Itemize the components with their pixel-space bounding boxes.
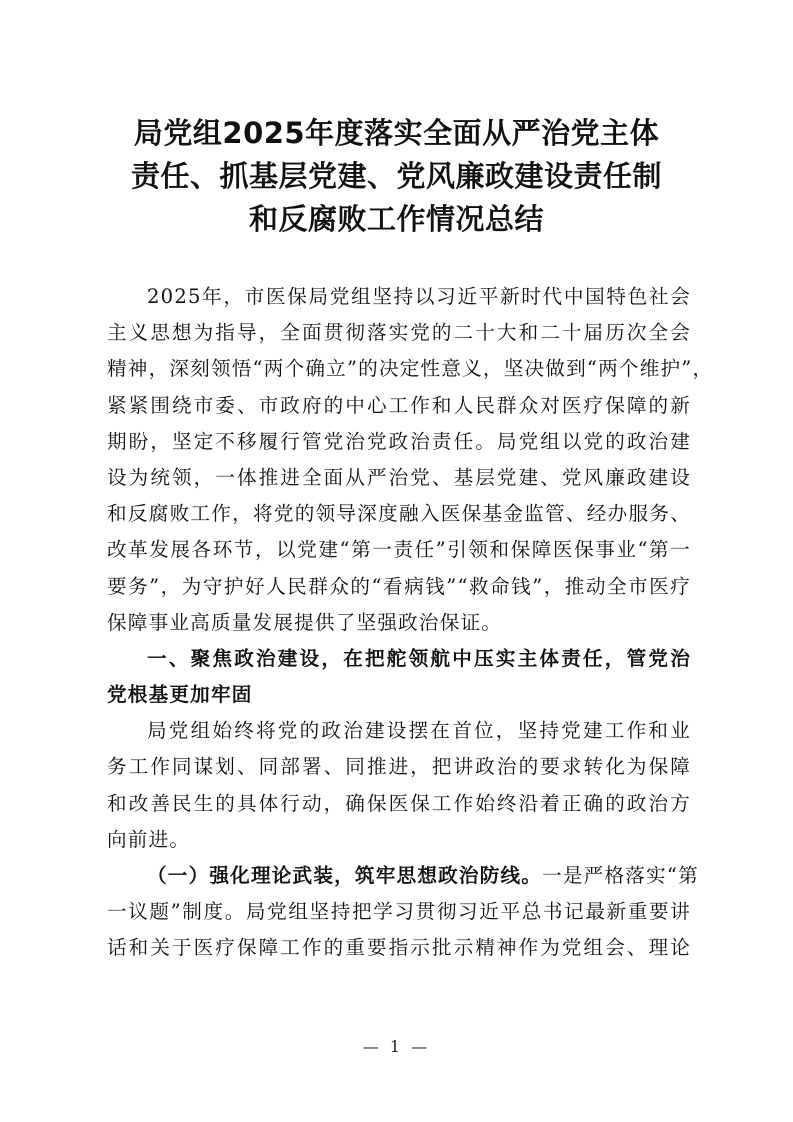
subsection-first-line [107, 858, 699, 894]
intro-line: 和反腐败工作，将党的领导深度融入医保基金监管、经办服务、 [107, 502, 691, 526]
subsection-text: 一是严格落实“第 [542, 864, 699, 887]
intro-line: 设为统领，一体推进全面从严治党、基层党建、党风廉政建设 [107, 465, 691, 489]
section-paragraph-line: 向前进。 [107, 827, 191, 851]
section-paragraph-line: 和改善民生的具体行动，确保医保工作始终沿着正确的政治方 [107, 791, 691, 815]
subsection-heading: （一）强化理论武装，筑牢思想政治防线。 [147, 864, 543, 887]
title-line: 和反腐败工作情况总结 [248, 202, 544, 236]
intro-line: 紧紧围绕市委、市政府的中心工作和人民群众对医疗保障的新 [107, 393, 691, 417]
intro-line: 2025年，市医保局党组坚持以习近平新时代中国特色社会 [147, 285, 691, 308]
section-heading: 一、聚焦政治建设，在把舵领航中压实主体责任，管党治 [147, 646, 691, 670]
section-paragraph-line: 务工作同谋划、同部署、同推进，把讲政治的要求转化为保障 [107, 755, 691, 779]
title-line: 局党组2025年度落实全面从严治党主体 [133, 116, 660, 150]
intro-line: 要务”，为守护好人民群众的“看病钱”“救命钱”，推动全市医疗 [107, 574, 691, 598]
page-number: — 1 — [362, 1037, 431, 1056]
title-line: 责任、抓基层党建、党风廉政建设责任制 [130, 159, 662, 193]
document-title [100, 112, 693, 241]
intro-line: 保障事业高质量发展提供了坚强政治保证。 [107, 610, 503, 634]
intro-line: 主义思想为指导，全面贯彻落实党的二十大和二十届历次全会 [107, 321, 691, 345]
intro-line: 精神，深刻领悟“两个确立”的决定性意义，坚决做到“两个维护”， [107, 357, 714, 381]
intro-line: 改革发展各环节，以党建“第一责任”引领和保障医保事业“第一 [107, 538, 691, 562]
section-heading: 党根基更加牢固 [107, 683, 253, 707]
subsection-line: 一议题”制度。局党组坚持把学习贯彻习近平总书记最新重要讲 [107, 900, 691, 924]
section-paragraph-line: 局党组始终将党的政治建设摆在首位，坚持党建工作和业 [147, 719, 691, 743]
document-body [107, 279, 714, 967]
subsection-line: 话和关于医疗保障工作的重要指示批示精神作为党组会、理论 [107, 936, 691, 960]
intro-line: 期盼，坚定不移履行管党治党政治责任。局党组以党的政治建 [107, 429, 691, 453]
